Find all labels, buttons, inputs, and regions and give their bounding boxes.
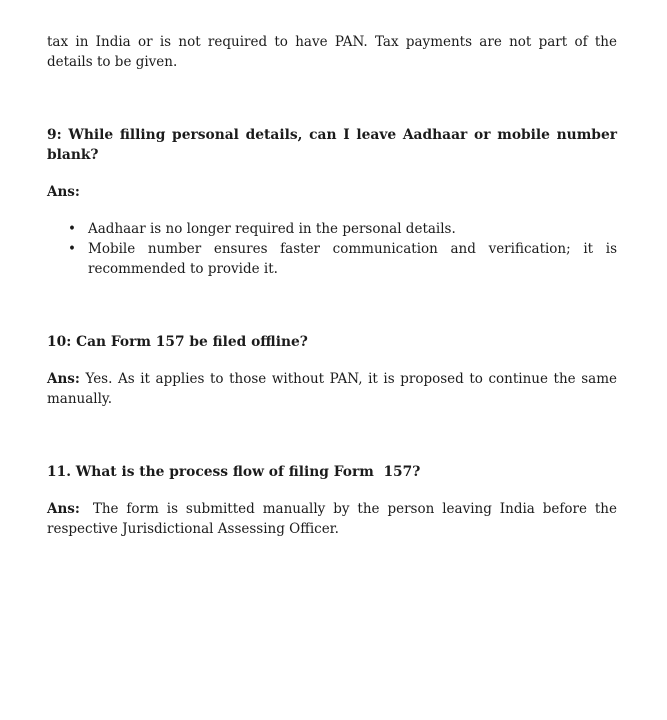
answer-text: Yes. As it applies to those without PAN, it is proposed to continue the same manually. bbox=[47, 371, 617, 407]
answer-label: Ans: bbox=[47, 501, 80, 517]
list-item: • Mobile number ensures faster communication and verification; it is recommended to provide it. bbox=[88, 239, 617, 279]
answer-text: The form is submitted manually by the person leaving India before the respective Jurisdictional Assessing Officer. bbox=[47, 501, 617, 537]
question-11-heading: 11. What is the process flow of filing Form 157? bbox=[47, 464, 421, 480]
intro-paragraph: tax in India or is not required to have PAN. Tax payments are not part of the details to be given. bbox=[47, 34, 617, 70]
question-10-heading: 10: Can Form 157 be filed offline? bbox=[47, 334, 308, 350]
question-9-answer-label-line bbox=[47, 182, 617, 202]
question-9-heading: 9: While filling personal details, can I leave Aadhaar or mobile number blank? bbox=[47, 127, 617, 163]
answer-label: Ans: bbox=[47, 371, 80, 387]
list-item: • Aadhaar is no longer required in the personal details. bbox=[88, 219, 617, 239]
question-11-answer bbox=[47, 499, 617, 539]
answer-label: Ans: bbox=[47, 184, 80, 200]
question-9-bullet-list bbox=[47, 219, 617, 279]
question-10-answer bbox=[47, 369, 617, 409]
